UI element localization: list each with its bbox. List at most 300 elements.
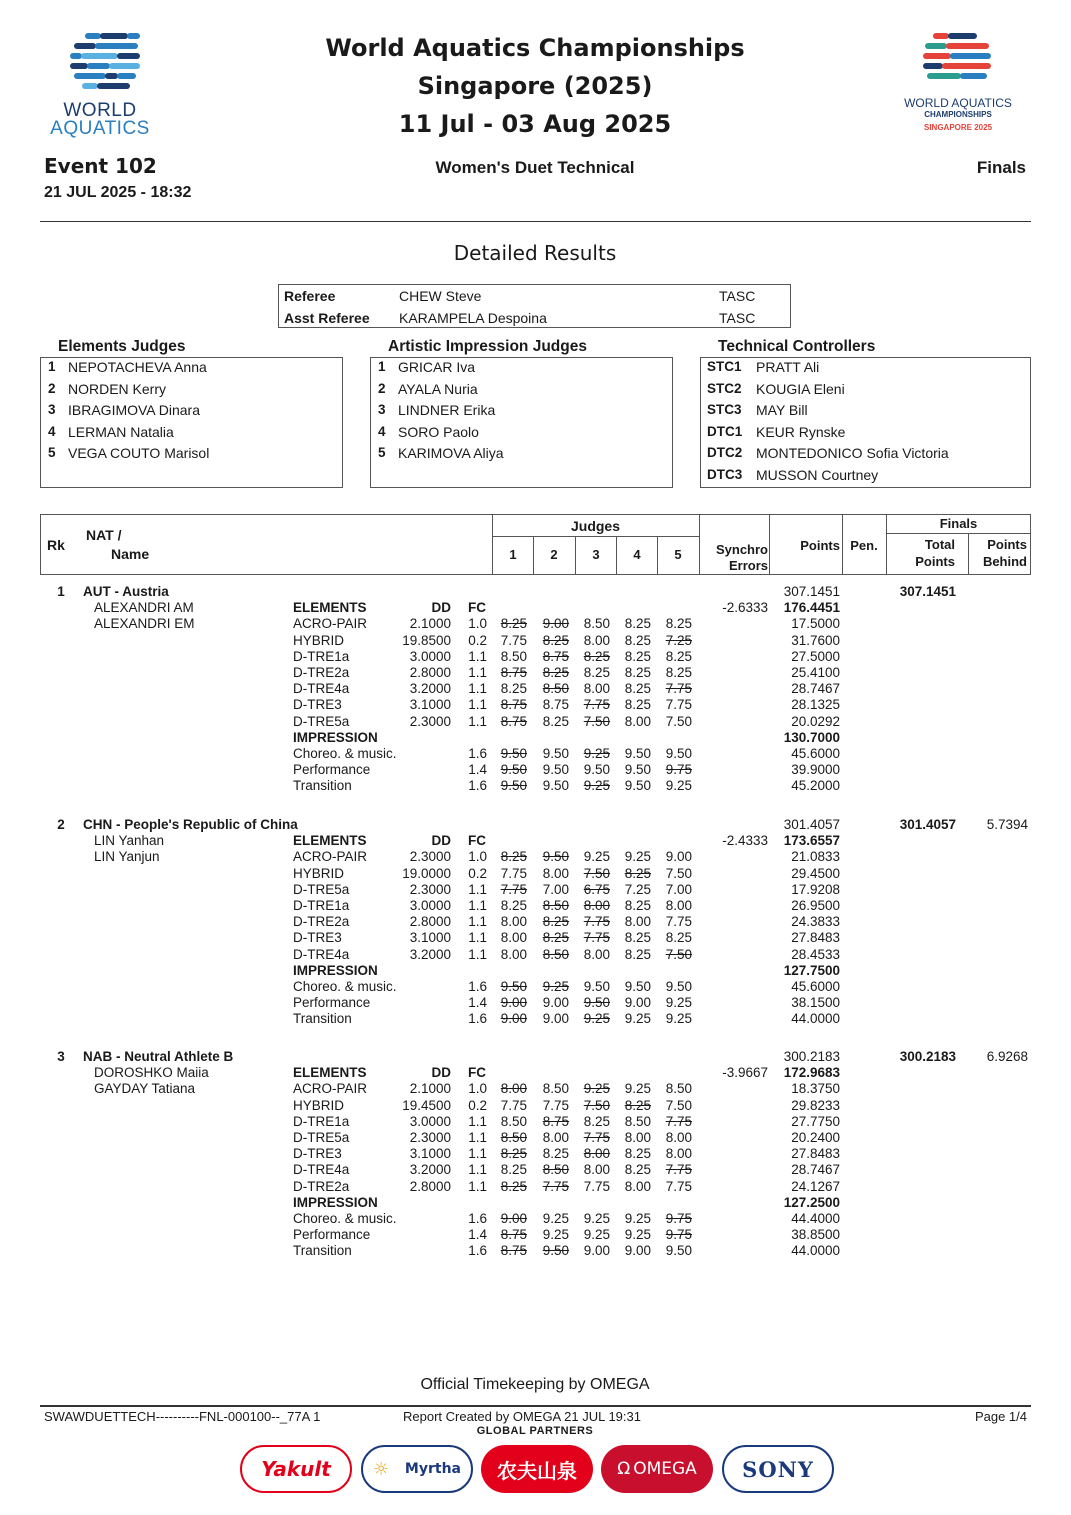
judge-score: 9.25 bbox=[624, 1081, 651, 1097]
discarded-score: 8.50 bbox=[542, 681, 569, 697]
element-dd: 19.4500 bbox=[402, 1097, 451, 1113]
judge-score: 8.50 bbox=[624, 1113, 651, 1129]
header-errors: Errors bbox=[728, 558, 768, 573]
sun-icon: ☼ bbox=[373, 1459, 390, 1480]
elements_judges-name: LERMAN Natalia bbox=[68, 423, 174, 440]
header-synchro: Synchro bbox=[715, 542, 768, 557]
judge-score: 8.00 bbox=[665, 1146, 692, 1162]
discarded-score: 8.50 bbox=[542, 898, 569, 913]
header-points: Points bbox=[800, 538, 840, 553]
team-points-behind: 5.7394 bbox=[986, 817, 1028, 832]
judge-score: 8.00 bbox=[500, 946, 527, 962]
element-dd: 19.0000 bbox=[402, 865, 451, 881]
discarded-score: 9.50 bbox=[500, 746, 527, 761]
elements-label: ELEMENTS bbox=[293, 1065, 367, 1081]
impression-points: 38.1500 bbox=[791, 995, 840, 1011]
judge-score: 8.25 bbox=[665, 648, 692, 664]
judge-score: 9.25 bbox=[624, 1011, 651, 1027]
impression_judges-number: 5 bbox=[378, 445, 386, 461]
element-points: 28.4533 bbox=[791, 946, 840, 962]
impression-points: 44.0000 bbox=[791, 1243, 840, 1259]
controllers-number: STC3 bbox=[707, 402, 742, 418]
impression-name: Choreo. & music. bbox=[293, 979, 397, 994]
judge-score: 9.25 bbox=[583, 1227, 610, 1243]
impression-total: 127.2500 bbox=[783, 1194, 840, 1210]
title-line-1: World Aquatics Championships bbox=[325, 34, 745, 62]
header-behind-points: Points bbox=[987, 537, 1027, 552]
judge-score: 8.25 bbox=[624, 1146, 651, 1162]
fc-label: FC bbox=[468, 833, 486, 849]
element-dd: 2.3000 bbox=[409, 713, 451, 729]
judge-score: 8.25 bbox=[500, 681, 527, 697]
element-name: D-TRE5a bbox=[293, 1130, 350, 1145]
judge-score: 8.25 bbox=[542, 713, 569, 729]
team-name: CHN - People's Republic of China bbox=[83, 817, 298, 832]
impression-name: Choreo. & music. bbox=[293, 746, 397, 761]
impression-fc: 1.6 bbox=[468, 1011, 487, 1027]
discarded-score: 9.25 bbox=[583, 1081, 610, 1097]
judge-score: 8.25 bbox=[624, 930, 651, 946]
impression-total: 130.7000 bbox=[783, 729, 840, 745]
element-name: HYBRID bbox=[293, 865, 345, 881]
judge-score: 8.25 bbox=[665, 616, 692, 632]
discarded-score: 8.00 bbox=[583, 1146, 610, 1162]
fc-label: FC bbox=[468, 1065, 486, 1081]
discarded-score: 8.25 bbox=[500, 616, 527, 632]
discarded-score: 7.50 bbox=[583, 865, 610, 881]
judge-score: 8.00 bbox=[542, 1130, 569, 1145]
event-phase: Finals bbox=[976, 158, 1026, 177]
element-dd: 19.8500 bbox=[402, 632, 451, 648]
discarded-score: 8.25 bbox=[583, 648, 610, 664]
judge-score: 9.25 bbox=[665, 1011, 692, 1027]
rank: 1 bbox=[57, 584, 65, 599]
judge-score: 7.75 bbox=[500, 865, 527, 881]
impression-fc: 1.4 bbox=[468, 1227, 487, 1243]
impression-total: 127.7500 bbox=[783, 962, 840, 978]
elements-total: 176.4451 bbox=[783, 600, 840, 616]
elements_judges-number: 2 bbox=[48, 380, 56, 396]
element-points: 27.8483 bbox=[791, 930, 840, 946]
element-points: 20.0292 bbox=[791, 713, 840, 729]
title-line-3: 11 Jul - 03 Aug 2025 bbox=[398, 110, 672, 138]
discarded-score: 8.00 bbox=[583, 898, 610, 913]
championships-logo bbox=[888, 30, 1028, 140]
judge-score: 8.00 bbox=[624, 713, 651, 729]
judge-score: 8.00 bbox=[583, 632, 610, 648]
logo-word-world: WORLD bbox=[63, 100, 137, 121]
elements-judges-box bbox=[40, 357, 343, 488]
impression-points: 45.2000 bbox=[791, 778, 840, 794]
elements_judges-name: VEGA COUTO Marisol bbox=[68, 445, 210, 462]
synchro-errors: -2.4333 bbox=[722, 833, 768, 849]
element-points: 25.4100 bbox=[791, 665, 840, 680]
team-name: AUT - Austria bbox=[83, 584, 169, 599]
impression_judges-name: AYALA Nuria bbox=[398, 380, 478, 397]
controllers-number: DTC3 bbox=[707, 467, 743, 482]
element-name: D-TRE4a bbox=[293, 1162, 350, 1178]
controllers-name: MONTEDONICO Sofia Victoria bbox=[756, 445, 949, 462]
judge-score: 9.50 bbox=[665, 1243, 692, 1259]
element-dd: 2.1000 bbox=[409, 1081, 451, 1097]
element-dd: 3.1000 bbox=[409, 1146, 451, 1162]
judge-score: 8.50 bbox=[583, 616, 610, 632]
element-name: D-TRE4a bbox=[293, 946, 350, 962]
discarded-score: 9.25 bbox=[583, 746, 610, 761]
discarded-score: 7.25 bbox=[665, 632, 692, 648]
impression-name: Transition bbox=[293, 778, 352, 794]
team-points: 301.4057 bbox=[783, 817, 840, 832]
element-fc: 1.1 bbox=[468, 713, 487, 729]
discarded-score: 9.50 bbox=[583, 995, 610, 1011]
element-points: 26.9500 bbox=[791, 898, 840, 913]
element-dd: 2.1000 bbox=[409, 616, 451, 632]
element-dd: 3.0000 bbox=[409, 1113, 451, 1129]
team-total-points: 300.2183 bbox=[899, 1049, 956, 1064]
team-points: 300.2183 bbox=[783, 1049, 840, 1064]
element-points: 31.7600 bbox=[791, 632, 840, 648]
judge-score: 8.00 bbox=[665, 1130, 692, 1145]
element-dd: 2.3000 bbox=[409, 881, 451, 897]
judge-number-header: 4 bbox=[633, 547, 641, 562]
element-dd: 3.0000 bbox=[409, 898, 451, 913]
judge-score: 9.50 bbox=[665, 746, 692, 761]
header-rank: Rk bbox=[47, 537, 65, 553]
partner-nongfu-logo bbox=[481, 1445, 593, 1493]
judge-score: 8.00 bbox=[624, 914, 651, 930]
judge-score: 8.00 bbox=[665, 898, 692, 913]
judge-score: 8.25 bbox=[624, 648, 651, 664]
judge-score: 8.50 bbox=[542, 1081, 569, 1097]
judge-score: 9.00 bbox=[665, 849, 692, 865]
discarded-score: 9.25 bbox=[583, 778, 610, 794]
discarded-score: 9.75 bbox=[665, 1211, 692, 1226]
discarded-score: 8.50 bbox=[500, 1130, 527, 1145]
element-points: 28.7467 bbox=[791, 681, 840, 697]
discarded-score: 7.75 bbox=[665, 1113, 692, 1129]
judge-score: 7.50 bbox=[665, 713, 692, 729]
judge-score: 8.25 bbox=[665, 930, 692, 946]
athlete-name: GAYDAY Tatiana bbox=[94, 1081, 196, 1097]
partner-sony-label: SONY bbox=[742, 1456, 814, 1482]
judge-score: 9.00 bbox=[624, 995, 651, 1011]
elements-label: ELEMENTS bbox=[293, 600, 367, 616]
judge-score: 8.25 bbox=[624, 681, 651, 697]
elements_judges-number: 4 bbox=[48, 423, 56, 439]
impression-points: 38.8500 bbox=[791, 1227, 840, 1243]
asst-referee-org: TASC bbox=[719, 310, 756, 326]
header-total: Total bbox=[924, 537, 955, 552]
judge-score: 7.75 bbox=[665, 914, 692, 930]
element-fc: 1.1 bbox=[468, 1146, 487, 1162]
element-points: 28.1325 bbox=[791, 697, 840, 713]
judge-score: 8.25 bbox=[542, 1146, 569, 1162]
judge-score: 8.25 bbox=[624, 946, 651, 962]
partner-myrtha-label: Myrtha bbox=[404, 1461, 461, 1477]
impression-label: IMPRESSION bbox=[293, 962, 378, 978]
controllers-title: Technical Controllers bbox=[718, 338, 876, 355]
impression_judges-name: GRICAR Iva bbox=[398, 359, 476, 375]
discarded-score: 7.75 bbox=[583, 914, 610, 930]
judge-score: 8.25 bbox=[624, 616, 651, 632]
discarded-score: 7.75 bbox=[583, 930, 610, 946]
element-fc: 1.1 bbox=[468, 697, 487, 713]
judge-score: 9.50 bbox=[624, 778, 651, 794]
header-total-points: Points bbox=[915, 554, 955, 569]
elements_judges-number: 5 bbox=[48, 445, 56, 461]
element-name: HYBRID bbox=[293, 632, 345, 648]
fc-label: FC bbox=[468, 600, 486, 616]
judge-score: 9.00 bbox=[542, 995, 569, 1011]
discarded-score: 9.00 bbox=[500, 1011, 527, 1027]
partner-yakult-logo bbox=[240, 1445, 352, 1493]
judge-score: 8.50 bbox=[500, 1113, 527, 1129]
impression-points: 45.6000 bbox=[791, 746, 840, 761]
synchro-errors: -3.9667 bbox=[722, 1065, 768, 1081]
impression-label: IMPRESSION bbox=[293, 1194, 378, 1210]
world-aquatics-logo-icon bbox=[45, 30, 185, 100]
element-name: D-TRE2a bbox=[293, 665, 350, 680]
element-name: D-TRE1a bbox=[293, 898, 350, 913]
element-name: D-TRE1a bbox=[293, 1113, 350, 1129]
champ-logo-line1: WORLD AQUATICS bbox=[904, 96, 1012, 110]
event-number: Event 102 bbox=[44, 154, 157, 178]
impression-name: Choreo. & music. bbox=[293, 1211, 397, 1226]
discarded-score: 9.50 bbox=[542, 849, 569, 865]
discarded-score: 9.75 bbox=[665, 762, 692, 778]
element-dd: 3.1000 bbox=[409, 697, 451, 713]
team-total-points: 301.4057 bbox=[899, 817, 956, 832]
dd-label: DD bbox=[431, 833, 451, 849]
controllers-name: PRATT Ali bbox=[756, 359, 820, 375]
elements_judges-name: IBRAGIMOVA Dinara bbox=[68, 402, 201, 419]
elements-total: 173.6557 bbox=[783, 833, 840, 849]
discarded-score: 8.75 bbox=[542, 1113, 569, 1129]
impression-fc: 1.6 bbox=[468, 1211, 487, 1226]
discarded-score: 7.75 bbox=[665, 681, 692, 697]
team-name: NAB - Neutral Athlete B bbox=[83, 1049, 234, 1064]
judge-score: 7.00 bbox=[665, 881, 692, 897]
discarded-score: 8.25 bbox=[542, 914, 569, 930]
impression-judges-title: Artistic Impression Judges bbox=[388, 338, 587, 355]
world-aquatics-logo bbox=[45, 30, 185, 140]
discarded-score: 8.25 bbox=[500, 1178, 527, 1194]
judge-score: 8.75 bbox=[542, 697, 569, 713]
judge-score: 8.25 bbox=[624, 1162, 651, 1178]
event-datetime: 21 JUL 2025 - 18:32 bbox=[44, 184, 192, 201]
discarded-score: 9.00 bbox=[500, 995, 527, 1011]
element-dd: 3.2000 bbox=[409, 946, 451, 962]
element-points: 28.7467 bbox=[791, 1162, 840, 1178]
element-points: 27.5000 bbox=[791, 648, 840, 664]
elements_judges-name: NEPOTACHEVA Anna bbox=[68, 359, 207, 375]
discarded-score: 8.75 bbox=[500, 1243, 527, 1259]
element-fc: 1.1 bbox=[468, 665, 487, 680]
impression-name: Performance bbox=[293, 1227, 371, 1243]
element-fc: 1.1 bbox=[468, 681, 487, 697]
element-dd: 3.0000 bbox=[409, 648, 451, 664]
element-name: ACRO-PAIR bbox=[293, 616, 368, 632]
element-points: 24.1267 bbox=[791, 1178, 840, 1194]
judge-number-header: 2 bbox=[550, 547, 558, 562]
event-name: Women's Duet Technical bbox=[435, 158, 635, 177]
element-fc: 1.1 bbox=[468, 946, 487, 962]
dd-label: DD bbox=[431, 600, 451, 616]
discarded-score: 9.25 bbox=[542, 979, 569, 994]
impression-points: 39.9000 bbox=[791, 762, 840, 778]
judge-score: 8.50 bbox=[665, 1081, 692, 1097]
element-fc: 0.2 bbox=[468, 865, 487, 881]
partner-omega-label: OMEGA bbox=[633, 1459, 697, 1479]
element-dd: 2.3000 bbox=[409, 1130, 451, 1145]
elements_judges-name: NORDEN Kerry bbox=[68, 380, 167, 397]
controllers-number: STC1 bbox=[707, 359, 742, 374]
elements-judges-title: Elements Judges bbox=[58, 338, 186, 355]
judge-score: 8.00 bbox=[624, 1178, 651, 1194]
footer-divider bbox=[40, 1405, 1031, 1407]
element-points: 18.3750 bbox=[791, 1081, 840, 1097]
discarded-score: 8.00 bbox=[500, 1081, 527, 1097]
discarded-score: 8.75 bbox=[500, 1227, 527, 1243]
judge-score: 8.00 bbox=[542, 865, 569, 881]
impression_judges-name: SORO Paolo bbox=[398, 423, 479, 440]
discarded-score: 8.25 bbox=[624, 865, 651, 881]
champ-logo-line2: CHAMPIONSHIPS bbox=[924, 110, 992, 119]
element-name: D-TRE1a bbox=[293, 648, 350, 664]
judge-score: 9.25 bbox=[665, 778, 692, 794]
element-fc: 0.2 bbox=[468, 632, 487, 648]
discarded-score: 8.50 bbox=[542, 946, 569, 962]
judge-score: 9.50 bbox=[624, 762, 651, 778]
impression_judges-number: 2 bbox=[378, 380, 386, 396]
judge-score: 9.50 bbox=[542, 746, 569, 761]
judge-score: 9.25 bbox=[542, 1227, 569, 1243]
asst-referee-name: KARAMPELA Despoina bbox=[399, 310, 547, 326]
impression-judges-box bbox=[370, 357, 673, 488]
discarded-score: 8.75 bbox=[500, 697, 527, 713]
element-fc: 1.1 bbox=[468, 898, 487, 913]
element-fc: 1.0 bbox=[468, 849, 487, 865]
judge-score: 9.50 bbox=[542, 762, 569, 778]
element-fc: 1.0 bbox=[468, 1081, 487, 1097]
synchro-errors: -2.6333 bbox=[722, 600, 768, 616]
element-fc: 1.1 bbox=[468, 648, 487, 664]
judge-score: 9.00 bbox=[624, 1243, 651, 1259]
controllers-number: STC2 bbox=[707, 380, 742, 396]
team-points-behind: 6.9268 bbox=[986, 1049, 1028, 1064]
timekeeping-note: Official Timekeeping by OMEGA bbox=[420, 1376, 650, 1393]
impression-fc: 1.6 bbox=[468, 746, 487, 761]
element-fc: 1.1 bbox=[468, 914, 487, 930]
element-dd: 2.8000 bbox=[409, 914, 451, 930]
judge-score: 9.25 bbox=[583, 849, 610, 865]
element-name: D-TRE2a bbox=[293, 1178, 350, 1194]
discarded-score: 9.00 bbox=[542, 616, 569, 632]
elements-label: ELEMENTS bbox=[293, 833, 367, 849]
controllers-number: DTC1 bbox=[707, 423, 743, 439]
discarded-score: 8.75 bbox=[542, 648, 569, 664]
element-fc: 1.0 bbox=[468, 616, 487, 632]
header-finals: Finals bbox=[939, 516, 978, 531]
judge-score: 7.75 bbox=[500, 632, 527, 648]
impression-fc: 1.4 bbox=[468, 995, 487, 1011]
impression_judges-number: 4 bbox=[378, 423, 386, 439]
element-name: ACRO-PAIR bbox=[293, 849, 368, 865]
element-points: 27.7750 bbox=[791, 1113, 840, 1129]
element-dd: 2.8000 bbox=[409, 1178, 451, 1194]
discarded-score: 8.25 bbox=[500, 849, 527, 865]
referee-role: Referee bbox=[284, 288, 336, 304]
judge-score: 8.25 bbox=[583, 665, 610, 680]
judge-score: 8.00 bbox=[583, 946, 610, 962]
element-fc: 1.1 bbox=[468, 1178, 487, 1194]
title-line-2: Singapore (2025) bbox=[417, 72, 653, 100]
judge-number-header: 3 bbox=[592, 547, 600, 562]
champ-logo-line3: SINGAPORE 2025 bbox=[923, 123, 993, 132]
element-points: 27.8483 bbox=[791, 1146, 840, 1162]
judge-score: 7.75 bbox=[500, 1097, 527, 1113]
discarded-score: 9.50 bbox=[500, 979, 527, 994]
header-behind: Behind bbox=[982, 554, 1027, 569]
controllers-name: KOUGIA Eleni bbox=[756, 380, 845, 397]
judge-score: 8.25 bbox=[624, 632, 651, 648]
element-name: D-TRE2a bbox=[293, 914, 350, 930]
dd-label: DD bbox=[431, 1065, 451, 1081]
impression-fc: 1.6 bbox=[468, 979, 487, 994]
element-name: D-TRE3 bbox=[293, 1146, 342, 1162]
referee-org: TASC bbox=[719, 288, 756, 304]
report-created: Report Created by OMEGA 21 JUL 19:31 bbox=[403, 1409, 641, 1424]
judge-score: 7.00 bbox=[542, 881, 569, 897]
document-code: SWAWDUETTECH----------FNL-000100--_77A 1 bbox=[44, 1409, 321, 1424]
judge-score: 8.00 bbox=[583, 681, 610, 697]
judge-score: 7.50 bbox=[665, 1097, 692, 1113]
impression-name: Performance bbox=[293, 762, 371, 778]
element-name: D-TRE5a bbox=[293, 713, 350, 729]
judge-score: 7.75 bbox=[542, 1097, 569, 1113]
judge-score: 9.25 bbox=[624, 1211, 651, 1226]
judge-score: 9.25 bbox=[665, 995, 692, 1011]
discarded-score: 7.50 bbox=[583, 1097, 610, 1113]
team-total-points: 307.1451 bbox=[899, 584, 956, 599]
athlete-name: LIN Yanjun bbox=[94, 849, 160, 865]
element-fc: 1.1 bbox=[468, 1162, 487, 1178]
judge-score: 9.25 bbox=[624, 849, 651, 865]
judge-score: 7.25 bbox=[624, 881, 651, 897]
discarded-score: 9.00 bbox=[500, 1211, 527, 1226]
element-fc: 0.2 bbox=[468, 1097, 487, 1113]
section-title: Detailed Results bbox=[453, 241, 617, 265]
elements_judges-number: 3 bbox=[48, 402, 56, 418]
judge-score: 8.00 bbox=[624, 1130, 651, 1145]
element-name: D-TRE4a bbox=[293, 681, 350, 697]
controllers-name: MUSSON Courtney bbox=[756, 467, 879, 483]
judge-number-header: 5 bbox=[674, 547, 682, 562]
discarded-score: 8.75 bbox=[500, 713, 527, 729]
discarded-score: 8.25 bbox=[500, 1146, 527, 1162]
element-points: 17.9208 bbox=[791, 881, 840, 897]
judge-score: 9.25 bbox=[542, 1211, 569, 1226]
judge-score: 7.75 bbox=[583, 1178, 610, 1194]
element-dd: 2.3000 bbox=[409, 849, 451, 865]
discarded-score: 9.50 bbox=[500, 778, 527, 794]
discarded-score: 8.50 bbox=[542, 1162, 569, 1178]
element-dd: 3.1000 bbox=[409, 930, 451, 946]
judge-score: 8.25 bbox=[624, 665, 651, 680]
element-name: D-TRE3 bbox=[293, 930, 342, 946]
asst-referee-role: Asst Referee bbox=[284, 310, 370, 326]
judge-score: 9.00 bbox=[583, 1243, 610, 1259]
